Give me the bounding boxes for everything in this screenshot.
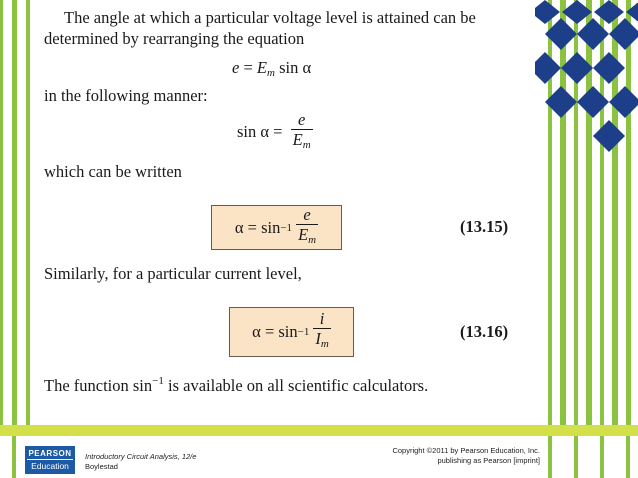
pearson-logo: PEARSON Education bbox=[25, 446, 75, 474]
equation-number-13-16: (13.16) bbox=[460, 322, 509, 341]
book-title: Introductory Circuit Analysis, 12/e bbox=[85, 452, 197, 461]
line-following-manner: in the following manner: bbox=[44, 86, 208, 105]
copyright bbox=[392, 446, 540, 466]
line-function-calculators: The function $\sin^{-1}$ is available on all scientific calculators. bbox=[44, 375, 429, 395]
diamond-pattern bbox=[535, 0, 638, 160]
equation-sin-alpha: sin α = $\frac{e}{E_m}$ bbox=[237, 111, 313, 155]
equation-box-13-16: α = sin −1 $\frac{i}{I_m}$ bbox=[229, 307, 354, 357]
book-author: Boylestad bbox=[85, 462, 118, 471]
equation-number-13-15: (13.15) bbox=[460, 217, 509, 236]
paragraph-line-2: determined by rearranging the equation bbox=[44, 29, 305, 48]
bottom-band bbox=[0, 425, 638, 436]
equation-e-em-sin: $e = E_m$ sin α bbox=[232, 58, 312, 79]
book-credit bbox=[85, 452, 196, 472]
paragraph-line-1: The angle at which a particular voltage level is attained can be bbox=[64, 8, 476, 27]
line-which-written: which can be written bbox=[44, 162, 182, 181]
copyright-line-2: publishing as Pearson [imprint] bbox=[437, 456, 540, 465]
copyright-line-1: Copyright ©2011 by Pearson Education, Inc. bbox=[392, 446, 540, 455]
line-similarly: Similarly, for a particular current level, bbox=[44, 264, 302, 283]
equation-box-13-15: α = sin −1 $\frac{e}{E_m}$ bbox=[211, 205, 342, 250]
